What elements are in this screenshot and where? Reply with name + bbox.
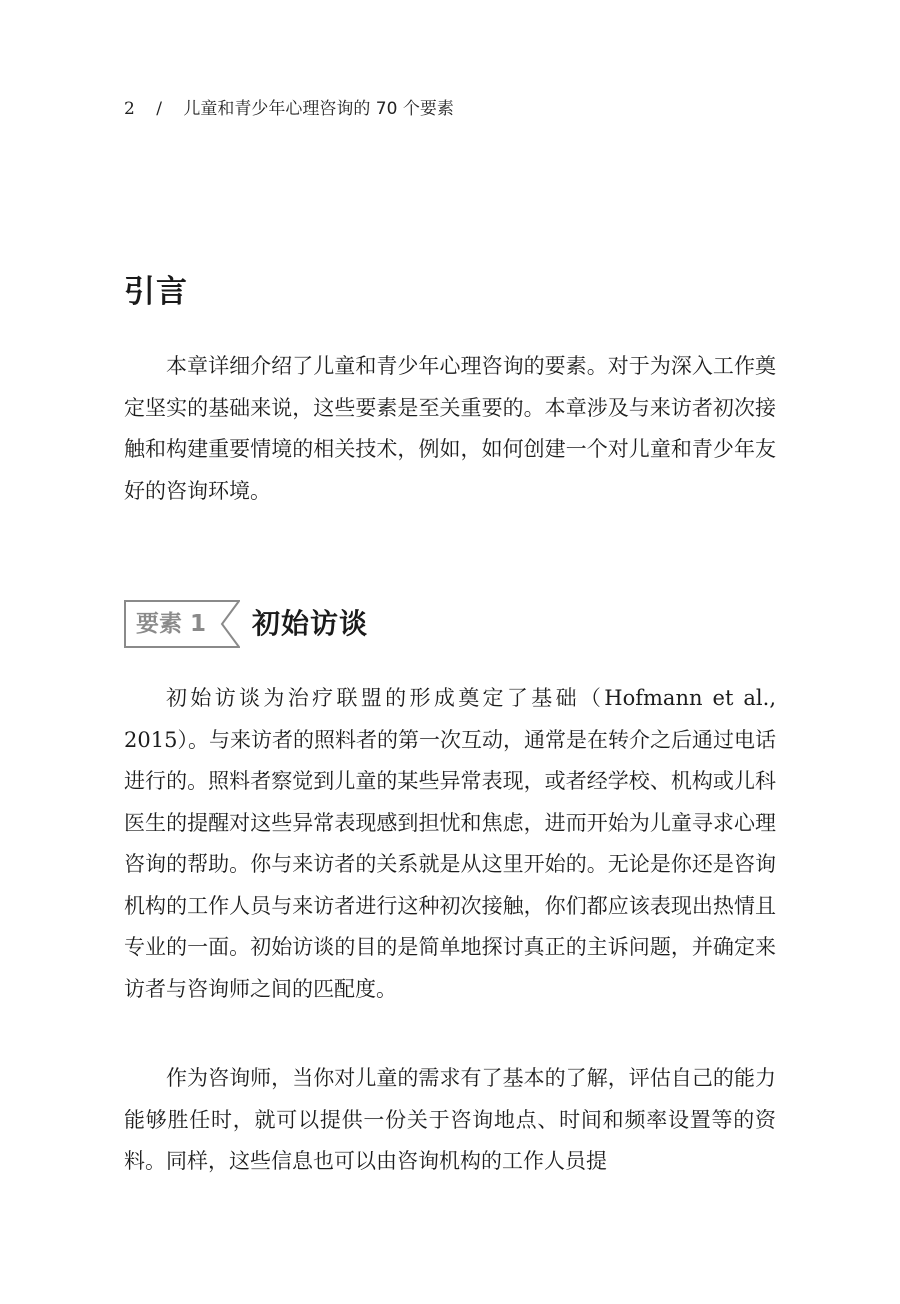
element-title: 初始访谈 bbox=[252, 607, 369, 640]
element-tag bbox=[124, 600, 240, 648]
running-head-separator: / bbox=[156, 99, 162, 119]
element-heading bbox=[124, 600, 368, 648]
element-tag-label: 要素 1 bbox=[136, 611, 207, 637]
book-title: 儿童和青少年心理咨询的 70 个要素 bbox=[183, 99, 454, 119]
body-paragraph: 作为咨询师，当你对儿童的需求有了基本的了解，评估自己的能力能够胜任时，就可以提供一份关于咨询地点、时间和频率设置等的资料。同样，这些信息也可以由咨询机构的工作人员提 bbox=[124, 1066, 776, 1173]
page-number: 2 bbox=[124, 99, 135, 119]
body-paragraph: 初始访谈为治疗联盟的形成奠定了基础（Hofmann et al., 2015）。与来访者的照料者的第一次互动，通常是在转介之后通过电话进行的。照料者察觉到儿童的某些异常表现，或者经学校、机构或儿科医生的提醒对这些异常表现感到担忧和焦虑，进而开始为儿童寻求心理咨询的帮助。你与来访者的关系就是从这里开始的。无论是你还是咨询机构的工作人员与来访者进行这种初次接触，你们都应该表现出热情且专业的一面。初始访谈的目的是简单地探讨真正的主诉问题，并确定来访者与咨询师之间的匹配度。 bbox=[124, 686, 776, 1001]
running-head bbox=[124, 97, 454, 121]
section-heading: 引言 bbox=[124, 274, 188, 310]
intro-paragraph: 本章详细介绍了儿童和青少年心理咨询的要素。对于为深入工作奠定坚实的基础来说，这些要素是至关重要的。本章涉及与来访者初次接触和构建重要情境的相关技术，例如，如何创建一个对儿童和青少年友好的咨询环境。 bbox=[124, 354, 776, 503]
